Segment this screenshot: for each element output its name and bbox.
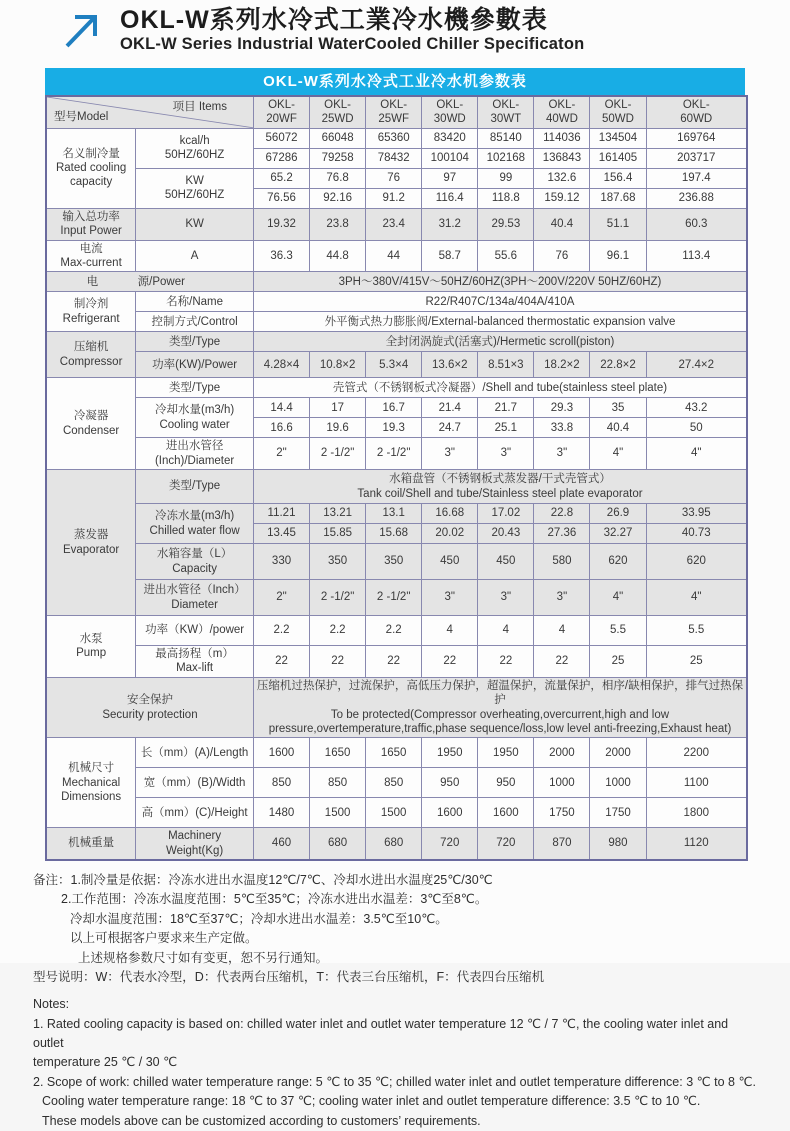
value-cell: 116.4 — [422, 188, 478, 208]
value-cell: 23.8 — [310, 208, 366, 240]
value-cell: 3" — [422, 580, 478, 616]
value-cell: 15.85 — [310, 524, 366, 544]
model-column-header: OKL- 30WT — [478, 96, 534, 128]
value-cell: 850 — [253, 768, 309, 798]
table-row — [46, 738, 747, 768]
value-cell: 20.43 — [478, 524, 534, 544]
value-cell: 44.8 — [310, 240, 366, 272]
value-cell: 79258 — [310, 148, 366, 168]
value-cell: 22 — [534, 646, 590, 678]
value-cell: 3" — [534, 438, 590, 470]
model-column-header: OKL- 25WD — [310, 96, 366, 128]
value-cell: 1000 — [590, 768, 646, 798]
value-cell: 76 — [534, 240, 590, 272]
category-input-power: 输入总功率 Input Power — [46, 208, 136, 240]
table-row — [46, 240, 747, 272]
value-cell: 159.12 — [534, 188, 590, 208]
value-cell: 161405 — [590, 148, 646, 168]
item-machinery-weight: Machinery Weight(Kg) — [136, 828, 254, 860]
value-cell: 65360 — [366, 128, 422, 148]
item-max-lift: 最高扬程（m） Max-lift — [136, 646, 254, 678]
model-column-header: OKL- 30WD — [422, 96, 478, 128]
value-cell: 1500 — [310, 798, 366, 828]
value-cell: 27.36 — [534, 524, 590, 544]
value-cell: 25.1 — [478, 418, 534, 438]
item-evaporator-pipe-diameter: 进出水管径（Inch） Diameter — [136, 580, 254, 616]
page-title-en: OKL-W Series Industrial WaterCooled Chiller Specificaton — [120, 34, 585, 53]
value-cell: 4" — [590, 438, 646, 470]
value-cell: 29.3 — [534, 398, 590, 418]
value-cell: 113.4 — [646, 240, 747, 272]
note-line: 型号说明：W：代表水冷型，D：代表两台压缩机，T：代表三台压缩机，F：代表四台压缩机 — [33, 969, 545, 984]
table-row — [46, 544, 747, 580]
value-cell: 187.68 — [590, 188, 646, 208]
value-cell: 1480 — [253, 798, 309, 828]
item-refrigerant-control: 控制方式/Control — [136, 312, 254, 332]
table-row — [46, 208, 747, 240]
value-cell: 50 — [646, 418, 747, 438]
value-cell: 5.3×4 — [366, 352, 422, 378]
condenser-type-value: 壳管式（不锈钢板式冷凝器）/Shell and tube(stainless steel plate) — [253, 378, 747, 398]
note-line: 2. Scope of work: chilled water temperature range: 5 ℃ to 35 ℃; chilled water inlet and outlet temperature difference: 3 ℃ to 8 ℃. — [33, 1074, 756, 1089]
table-row — [46, 768, 747, 798]
table-row — [46, 646, 747, 678]
value-cell: 44 — [366, 240, 422, 272]
table-row — [46, 798, 747, 828]
power-label-right: 源/Power — [137, 275, 185, 288]
value-cell: 25 — [646, 646, 747, 678]
value-cell: 1100 — [646, 768, 747, 798]
value-cell: 4 — [534, 616, 590, 646]
table-row — [46, 332, 747, 352]
note-line: Notes: — [33, 997, 70, 1012]
table-row — [46, 312, 747, 332]
table-row — [46, 128, 747, 148]
value-cell: 203717 — [646, 148, 747, 168]
value-cell: 720 — [478, 828, 534, 860]
value-cell: 1650 — [310, 738, 366, 768]
value-cell: 4" — [590, 580, 646, 616]
item-tank-capacity: 水箱容量（L） Capacity — [136, 544, 254, 580]
value-cell: 33.95 — [646, 504, 747, 524]
value-cell: 35 — [590, 398, 646, 418]
value-cell: 1000 — [534, 768, 590, 798]
value-cell: 17 — [310, 398, 366, 418]
value-cell: 3" — [422, 438, 478, 470]
value-cell: 4" — [646, 438, 747, 470]
item-kcal: kcal/h 50HZ/60HZ — [136, 128, 254, 168]
value-cell: 13.6×2 — [422, 352, 478, 378]
category-security-protection: 安全保护 Security protection — [46, 677, 253, 738]
category-max-current: 电流 Max-current — [46, 240, 136, 272]
value-cell: 1750 — [534, 798, 590, 828]
value-cell: 1800 — [646, 798, 747, 828]
note-line: 冷却水温度范围：18℃至37℃；冷却水进出水温差：3.5℃至10℃。 — [70, 911, 448, 926]
value-cell: 11.21 — [253, 504, 309, 524]
table-row — [46, 828, 747, 860]
spec-table — [45, 95, 748, 861]
value-cell: 40.4 — [534, 208, 590, 240]
arrow-up-right-icon — [60, 8, 104, 52]
item-pump-power: 功率（KW）/power — [136, 616, 254, 646]
table-row — [46, 398, 747, 418]
model-column-header: OKL- 25WF — [366, 96, 422, 128]
value-cell: 236.88 — [646, 188, 747, 208]
note-line: 1. Rated cooling capacity is based on: chilled water inlet and outlet water temperature 12 ℃ / 7 ℃, the cooling water inlet and outlet — [33, 1016, 729, 1050]
value-cell: 870 — [534, 828, 590, 860]
value-cell: 78432 — [366, 148, 422, 168]
note-line: temperature 25 ℃ / 30 ℃ — [33, 1055, 178, 1070]
value-cell: 350 — [366, 544, 422, 580]
item-condenser-pipe-diameter: 进出水管径 (Inch)/Diameter — [136, 438, 254, 470]
power-label-left: 电 — [86, 275, 99, 288]
notes-english — [33, 987, 760, 1131]
note-line: 上述规格参数尺寸如有变更，恕不另行通知。 — [78, 950, 329, 965]
value-cell: 22 — [422, 646, 478, 678]
value-cell: 56072 — [253, 128, 309, 148]
value-cell: 4.28×4 — [253, 352, 309, 378]
model-column-header: OKL- 50WD — [590, 96, 646, 128]
value-cell: 2" — [253, 438, 309, 470]
value-cell: 20.02 — [422, 524, 478, 544]
value-cell: 27.4×2 — [646, 352, 747, 378]
category-power-supply — [46, 272, 253, 292]
value-cell: 3" — [478, 438, 534, 470]
value-cell: 33.8 — [534, 418, 590, 438]
value-cell: 2 -1/2" — [366, 438, 422, 470]
value-cell: 19.32 — [253, 208, 309, 240]
value-cell: 16.68 — [422, 504, 478, 524]
value-cell: 450 — [478, 544, 534, 580]
item-chilled-water-flow: 冷冻水量(m3/h) Chilled water flow — [136, 504, 254, 544]
value-cell: 450 — [422, 544, 478, 580]
value-cell: 169764 — [646, 128, 747, 148]
table-row — [46, 470, 747, 504]
value-cell: 136843 — [534, 148, 590, 168]
value-cell: 21.4 — [422, 398, 478, 418]
value-cell: 980 — [590, 828, 646, 860]
notes-section — [0, 861, 790, 1131]
model-column-header: OKL- 60WD — [646, 96, 747, 128]
table-row — [46, 378, 747, 398]
value-cell: 460 — [253, 828, 309, 860]
table-row — [46, 580, 747, 616]
value-cell: 8.51×3 — [478, 352, 534, 378]
corner-label-items: 项目 Items — [172, 101, 227, 113]
value-cell: 100104 — [422, 148, 478, 168]
value-cell: 5.5 — [590, 616, 646, 646]
item-evaporator-type: 类型/Type — [136, 470, 254, 504]
value-cell: 2.2 — [253, 616, 309, 646]
value-cell: 22.8 — [534, 504, 590, 524]
value-cell: 83420 — [422, 128, 478, 148]
value-cell: 43.2 — [646, 398, 747, 418]
corner-label-model: 型号Model — [54, 111, 109, 124]
value-cell: 32.27 — [590, 524, 646, 544]
value-cell: 1600 — [478, 798, 534, 828]
value-cell: 102168 — [478, 148, 534, 168]
value-cell: 36.3 — [253, 240, 309, 272]
value-cell: 16.6 — [253, 418, 309, 438]
category-machinery-weight: 机械重量 — [46, 828, 136, 860]
item-input-kw: KW — [136, 208, 254, 240]
note-line: Cooling water temperature range: 18 ℃ to 37 ℃; cooling water inlet and outlet temperature difference: 3.5 ℃ to 10 ℃. — [42, 1094, 701, 1109]
evaporator-type-value: 水箱盘管（不锈钢板式蒸发器/干式壳管式） Tank coil/Shell and tube/Stainless steel plate evaporator — [253, 470, 747, 504]
value-cell: 13.45 — [253, 524, 309, 544]
value-cell: 1500 — [366, 798, 422, 828]
value-cell: 1750 — [590, 798, 646, 828]
item-height: 高（mm）(C)/Height — [136, 798, 254, 828]
value-cell: 1120 — [646, 828, 747, 860]
table-row — [46, 616, 747, 646]
category-compressor: 压缩机 Compressor — [46, 332, 136, 378]
value-cell: 60.3 — [646, 208, 747, 240]
value-cell: 4 — [478, 616, 534, 646]
value-cell: 1600 — [253, 738, 309, 768]
value-cell: 850 — [366, 768, 422, 798]
value-cell: 58.7 — [422, 240, 478, 272]
value-cell: 76.8 — [310, 168, 366, 188]
value-cell: 132.6 — [534, 168, 590, 188]
refrigerant-control-value: 外平衡式热力膨胀阀/External-balanced thermostatic expansion valve — [253, 312, 747, 332]
value-cell: 1950 — [478, 738, 534, 768]
value-cell: 31.2 — [422, 208, 478, 240]
value-cell: 850 — [310, 768, 366, 798]
category-refrigerant: 制冷剂 Refrigerant — [46, 292, 136, 332]
value-cell: 99 — [478, 168, 534, 188]
value-cell: 2200 — [646, 738, 747, 768]
value-cell: 15.68 — [366, 524, 422, 544]
value-cell: 4" — [646, 580, 747, 616]
note-line: 以上可根据客户要求来生产定做。 — [70, 931, 258, 946]
value-cell: 23.4 — [366, 208, 422, 240]
value-cell: 620 — [590, 544, 646, 580]
value-cell: 1950 — [422, 738, 478, 768]
value-cell: 680 — [366, 828, 422, 860]
item-compressor-power: 功率(KW)/Power — [136, 352, 254, 378]
document-header — [0, 0, 790, 64]
value-cell: 67286 — [253, 148, 309, 168]
item-kw: KW 50HZ/60HZ — [136, 168, 254, 208]
table-banner: OKL-W系列水冷式工业冷水机参数表 — [45, 68, 745, 95]
value-cell: 22 — [478, 646, 534, 678]
model-column-header: OKL- 20WF — [253, 96, 309, 128]
item-width: 宽（mm）(B)/Width — [136, 768, 254, 798]
item-cooling-water: 冷却水量(m3/h) Cooling water — [136, 398, 254, 438]
spec-table-container — [45, 95, 748, 861]
value-cell: 22.8×2 — [590, 352, 646, 378]
model-column-header: OKL- 40WD — [534, 96, 590, 128]
table-row — [46, 292, 747, 312]
value-cell: 76 — [366, 168, 422, 188]
value-cell: 3" — [534, 580, 590, 616]
category-condenser: 冷凝器 Condenser — [46, 378, 136, 470]
value-cell: 680 — [310, 828, 366, 860]
value-cell: 21.7 — [478, 398, 534, 418]
title-block — [58, 6, 790, 54]
value-cell: 18.2×2 — [534, 352, 590, 378]
corner-cell — [46, 96, 253, 128]
page-title-zh: OKL-W系列水冷式工業冷水機參數表 — [120, 6, 548, 34]
table-row — [46, 438, 747, 470]
value-cell: 91.2 — [366, 188, 422, 208]
value-cell: 5.5 — [646, 616, 747, 646]
value-cell: 51.1 — [590, 208, 646, 240]
value-cell: 25 — [590, 646, 646, 678]
value-cell: 2 -1/2" — [310, 438, 366, 470]
value-cell: 24.7 — [422, 418, 478, 438]
value-cell: 720 — [422, 828, 478, 860]
compressor-type-value: 全封闭涡旋式(活塞式)/Hermetic scroll(piston) — [253, 332, 747, 352]
value-cell: 97 — [422, 168, 478, 188]
value-cell: 22 — [366, 646, 422, 678]
table-row — [46, 272, 747, 292]
table-row — [46, 504, 747, 524]
value-cell: 1650 — [366, 738, 422, 768]
value-cell: 620 — [646, 544, 747, 580]
note-line: 备注：1.制冷量是依据：冷冻水进出水温度12℃/7℃、冷却水进出水温度25℃/30℃ — [33, 873, 493, 887]
value-cell: 65.2 — [253, 168, 309, 188]
value-cell: 2.2 — [366, 616, 422, 646]
value-cell: 2 -1/2" — [366, 580, 422, 616]
value-cell: 950 — [478, 768, 534, 798]
value-cell: 4 — [422, 616, 478, 646]
value-cell: 55.6 — [478, 240, 534, 272]
value-cell: 13.21 — [310, 504, 366, 524]
note-line: 2.工作范围：冷冻水温度范围：5℃至35℃；冷冻水进出水温差：3℃至8℃。 — [61, 892, 488, 907]
value-cell: 950 — [422, 768, 478, 798]
security-protection-value: 压缩机过热保护，过流保护，高低压力保护，超温保护，流量保护，相序/缺相保护，排气过热保护 To be protected(Compressor overheating,overcurrent,high and low pressure,overtemperature,traffic,phase sequence/loss,low level anti-freezing,Exhaust heat) — [253, 677, 747, 738]
value-cell: 10.8×2 — [310, 352, 366, 378]
note-line: These models above can be customized according to customers’ requirements. — [42, 1113, 481, 1128]
value-cell: 13.1 — [366, 504, 422, 524]
table-row — [46, 352, 747, 378]
value-cell: 580 — [534, 544, 590, 580]
value-cell: 114036 — [534, 128, 590, 148]
value-cell: 118.8 — [478, 188, 534, 208]
value-cell: 2000 — [534, 738, 590, 768]
value-cell: 3" — [478, 580, 534, 616]
value-cell: 330 — [253, 544, 309, 580]
value-cell: 134504 — [590, 128, 646, 148]
table-header-row — [46, 96, 747, 128]
item-length: 长（mm）(A)/Length — [136, 738, 254, 768]
value-cell: 22 — [310, 646, 366, 678]
value-cell: 2000 — [590, 738, 646, 768]
value-cell: 66048 — [310, 128, 366, 148]
item-compressor-type: 类型/Type — [136, 332, 254, 352]
category-mechanical-dimensions: 机械尺寸 Mechanical Dimensions — [46, 738, 136, 828]
value-cell: 2" — [253, 580, 309, 616]
value-cell: 350 — [310, 544, 366, 580]
value-cell: 29.53 — [478, 208, 534, 240]
value-cell: 197.4 — [646, 168, 747, 188]
item-condenser-type: 类型/Type — [136, 378, 254, 398]
value-cell: 92.16 — [310, 188, 366, 208]
value-cell: 22 — [253, 646, 309, 678]
category-rated-cooling: 名义制冷量 Rated cooling capacity — [46, 128, 136, 208]
value-cell: 85140 — [478, 128, 534, 148]
value-cell: 40.4 — [590, 418, 646, 438]
value-cell: 14.4 — [253, 398, 309, 418]
value-cell: 16.7 — [366, 398, 422, 418]
item-current-a: A — [136, 240, 254, 272]
category-evaporator: 蒸发器 Evaporator — [46, 470, 136, 616]
value-cell: 1600 — [422, 798, 478, 828]
table-row — [46, 677, 747, 738]
item-refrigerant-name: 名称/Name — [136, 292, 254, 312]
value-cell: 40.73 — [646, 524, 747, 544]
power-supply-value: 3PH～380V/415V～50HZ/60HZ(3PH～200V/220V 50HZ/60HZ) — [253, 272, 747, 292]
value-cell: 76.56 — [253, 188, 309, 208]
value-cell: 156.4 — [590, 168, 646, 188]
value-cell: 2.2 — [310, 616, 366, 646]
value-cell: 19.6 — [310, 418, 366, 438]
value-cell: 96.1 — [590, 240, 646, 272]
value-cell: 17.02 — [478, 504, 534, 524]
value-cell: 2 -1/2" — [310, 580, 366, 616]
value-cell: 19.3 — [366, 418, 422, 438]
refrigerant-name-value: R22/R407C/134a/404A/410A — [253, 292, 747, 312]
value-cell: 26.9 — [590, 504, 646, 524]
table-row — [46, 168, 747, 188]
category-pump: 水泵 Pump — [46, 616, 136, 678]
